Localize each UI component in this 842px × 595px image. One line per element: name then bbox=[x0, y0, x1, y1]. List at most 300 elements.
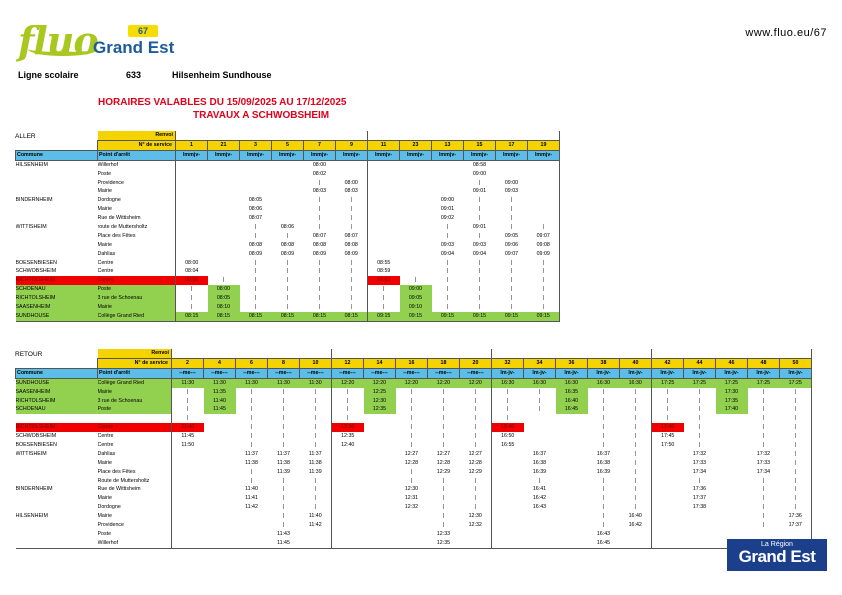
stop-row bbox=[16, 441, 812, 450]
renvoi-row bbox=[16, 131, 560, 140]
time-cell: 11:39 bbox=[308, 468, 322, 475]
time-cell: | bbox=[698, 442, 701, 448]
time-cell bbox=[176, 160, 208, 169]
service-number: 32 bbox=[492, 358, 524, 368]
time-cell: 17:36 bbox=[780, 512, 812, 521]
renvoi-cell bbox=[208, 131, 240, 140]
time-cell: 08:07 bbox=[312, 232, 327, 239]
time-cell: | bbox=[634, 459, 636, 466]
time-cell: | bbox=[478, 259, 481, 266]
time-cell: | bbox=[780, 485, 812, 494]
time-cell bbox=[208, 196, 240, 205]
time-cell: 12:20 bbox=[364, 378, 396, 387]
service-number: 4 bbox=[204, 358, 236, 368]
stop-cell: Poste bbox=[98, 285, 176, 294]
commune-cell: SCHOENAU bbox=[16, 405, 98, 414]
time-cell: | bbox=[474, 397, 476, 404]
time-cell: 16:39 bbox=[532, 468, 547, 475]
time-cell bbox=[172, 476, 204, 485]
time-cell: 16:40 bbox=[628, 513, 642, 520]
time-cell bbox=[172, 459, 204, 468]
time-cell bbox=[300, 539, 332, 548]
time-cell: 09:05 bbox=[400, 294, 432, 303]
service-number: 46 bbox=[716, 358, 748, 368]
time-cell: 17:33 bbox=[692, 459, 707, 466]
time-cell: 09:00 bbox=[472, 170, 487, 177]
time-cell bbox=[208, 223, 240, 232]
renvoi-cell bbox=[368, 131, 400, 140]
time-cell: | bbox=[410, 397, 413, 404]
stop-cell: Centre bbox=[97, 433, 114, 440]
time-cell: | bbox=[762, 397, 765, 404]
time-cell: | bbox=[314, 477, 316, 484]
time-cell: | bbox=[286, 295, 289, 302]
time-cell: 08:55 bbox=[368, 258, 400, 267]
time-cell: | bbox=[282, 442, 285, 448]
time-cell bbox=[684, 530, 716, 539]
time-cell bbox=[432, 160, 464, 169]
days-header: lm-jv- bbox=[684, 368, 716, 378]
service-number: 48 bbox=[748, 358, 780, 368]
time-cell: 12:30 bbox=[404, 486, 419, 493]
stop-cell: Dahlias bbox=[97, 450, 116, 457]
commune-header: Commune bbox=[16, 368, 98, 378]
time-cell: | bbox=[698, 424, 701, 431]
time-cell bbox=[716, 503, 748, 512]
time-cell bbox=[364, 530, 396, 539]
time-cell: 09:04 bbox=[440, 250, 455, 257]
time-cell: 08:15 bbox=[240, 312, 272, 321]
time-cell: | bbox=[250, 415, 253, 422]
time-cell: 16:43 bbox=[532, 504, 547, 511]
time-cell: | bbox=[350, 206, 352, 213]
stop-cell: Mairie bbox=[97, 188, 112, 195]
stop-cell: 3 rue de Schoenau bbox=[98, 396, 172, 405]
time-cell bbox=[716, 494, 748, 503]
stop-row bbox=[16, 303, 560, 312]
time-cell: | bbox=[528, 223, 560, 232]
commune-cell: HILSENHEIM bbox=[15, 161, 48, 168]
stop-row bbox=[16, 378, 812, 387]
time-cell: | bbox=[634, 486, 636, 493]
time-cell: 09:15 bbox=[432, 312, 464, 321]
days-header: lmmjv- bbox=[464, 150, 496, 160]
time-cell bbox=[652, 476, 684, 485]
commune-cell bbox=[16, 521, 98, 530]
time-cell bbox=[460, 539, 492, 548]
time-cell: | bbox=[474, 424, 476, 431]
time-cell: 12:30 bbox=[332, 423, 364, 432]
time-cell: | bbox=[332, 405, 364, 414]
time-cell bbox=[208, 258, 240, 267]
days-header: --me--- bbox=[364, 368, 396, 378]
time-cell: 11:35 bbox=[204, 388, 236, 397]
service-number: 44 bbox=[684, 358, 716, 368]
time-cell: | bbox=[350, 224, 352, 230]
days-header: --me--- bbox=[332, 368, 364, 378]
time-cell: | bbox=[442, 486, 445, 493]
time-cell bbox=[524, 441, 556, 450]
time-cell: | bbox=[446, 259, 449, 266]
time-cell: | bbox=[286, 268, 289, 275]
time-cell: | bbox=[474, 504, 476, 511]
time-cell: | bbox=[172, 414, 204, 423]
service-number: 2 bbox=[172, 358, 204, 368]
service-number: 20 bbox=[460, 358, 492, 368]
time-cell bbox=[368, 232, 400, 241]
time-cell: 08:08 bbox=[344, 241, 358, 248]
commune-cell bbox=[16, 503, 98, 512]
renvoi-cell bbox=[400, 131, 432, 140]
time-cell bbox=[652, 521, 684, 530]
time-cell bbox=[332, 494, 364, 503]
time-cell bbox=[524, 530, 556, 539]
time-cell bbox=[364, 539, 396, 548]
time-cell bbox=[432, 170, 464, 179]
time-cell bbox=[652, 468, 684, 477]
stop-cell: Mairie bbox=[97, 206, 112, 213]
time-cell: | bbox=[350, 304, 352, 311]
time-cell: 09:02 bbox=[440, 215, 455, 222]
time-cell bbox=[400, 187, 432, 196]
time-cell bbox=[172, 450, 204, 459]
stop-cell: Poste bbox=[97, 170, 112, 177]
time-cell: | bbox=[478, 268, 481, 275]
time-cell: 09:15 bbox=[464, 312, 496, 321]
time-cell: | bbox=[282, 522, 285, 529]
time-cell: | bbox=[446, 286, 449, 293]
service-number: 6 bbox=[236, 358, 268, 368]
time-cell: | bbox=[528, 303, 560, 312]
time-cell: | bbox=[510, 206, 513, 213]
time-cell: 08:00 bbox=[176, 258, 208, 267]
time-cell: | bbox=[350, 268, 352, 275]
stop-row bbox=[16, 160, 560, 169]
time-cell bbox=[748, 530, 780, 539]
time-cell: 09:15 bbox=[496, 312, 528, 321]
time-cell bbox=[716, 414, 748, 423]
time-cell bbox=[556, 450, 588, 459]
time-cell bbox=[400, 223, 432, 232]
time-cell bbox=[176, 170, 208, 179]
time-cell: 17:25 bbox=[748, 378, 780, 387]
time-cell: 12:27 bbox=[404, 450, 419, 457]
time-cell: | bbox=[250, 442, 253, 448]
commune-cell: RICHTOLSHEIM bbox=[16, 294, 98, 303]
renvoi-cell bbox=[780, 349, 812, 358]
time-cell: 12:28 bbox=[404, 459, 419, 466]
service-number: 12 bbox=[332, 358, 364, 368]
time-cell: 11:42 bbox=[245, 504, 258, 511]
time-cell: | bbox=[314, 397, 316, 404]
time-cell: 16:38 bbox=[596, 459, 611, 466]
days-header: lmmjv- bbox=[272, 150, 304, 160]
time-cell bbox=[400, 196, 432, 205]
time-cell: | bbox=[350, 295, 352, 302]
time-cell: | bbox=[250, 397, 253, 404]
renvoi-cell bbox=[176, 131, 208, 140]
time-cell bbox=[208, 232, 240, 241]
time-cell bbox=[204, 414, 236, 423]
time-cell bbox=[492, 468, 524, 477]
time-cell: 16:55 bbox=[492, 441, 524, 450]
time-cell: | bbox=[172, 396, 204, 405]
time-cell bbox=[492, 503, 524, 512]
time-cell bbox=[652, 485, 684, 494]
days-header: lmmjv- bbox=[240, 150, 272, 160]
stop-cell: Collège Grand Ried bbox=[98, 378, 172, 387]
time-cell bbox=[716, 512, 748, 521]
stop-row bbox=[16, 432, 812, 441]
time-cell: 09:15 bbox=[528, 312, 560, 321]
time-cell: | bbox=[634, 388, 636, 395]
time-cell: 09:03 bbox=[504, 188, 519, 195]
renvoi-cell bbox=[748, 349, 780, 358]
time-cell: | bbox=[176, 303, 208, 312]
time-cell: | bbox=[698, 433, 701, 440]
time-cell bbox=[332, 485, 364, 494]
time-cell bbox=[240, 170, 272, 179]
commune-cell: WITTISHEIM bbox=[15, 224, 47, 230]
stop-row bbox=[16, 170, 560, 179]
time-cell bbox=[204, 423, 236, 432]
retour-label: RETOUR bbox=[15, 351, 43, 358]
time-cell: | bbox=[254, 304, 257, 311]
time-cell bbox=[204, 485, 236, 494]
time-cell: 11:38 bbox=[245, 459, 258, 466]
time-cell: | bbox=[282, 433, 285, 440]
time-cell: 08:09 bbox=[312, 250, 327, 257]
time-cell bbox=[716, 485, 748, 494]
time-cell: | bbox=[528, 267, 560, 276]
time-cell bbox=[492, 521, 524, 530]
time-cell: | bbox=[762, 415, 765, 422]
time-cell bbox=[528, 205, 560, 214]
time-cell: | bbox=[698, 477, 701, 484]
time-cell: 08:00 bbox=[312, 161, 327, 168]
renvoi-cell bbox=[204, 349, 236, 358]
time-cell: | bbox=[634, 495, 636, 502]
commune-cell: SUNDHOUSE bbox=[16, 312, 98, 321]
time-cell bbox=[528, 187, 560, 196]
time-cell bbox=[208, 205, 240, 214]
time-cell bbox=[364, 485, 396, 494]
time-cell bbox=[272, 196, 304, 205]
time-cell: 09:01 bbox=[440, 206, 455, 213]
time-cell: 12:20 bbox=[332, 378, 364, 387]
line-type: Ligne scolaire bbox=[18, 70, 79, 80]
time-cell bbox=[240, 160, 272, 169]
time-cell bbox=[556, 530, 588, 539]
renvoi-cell bbox=[272, 131, 304, 140]
stop-row bbox=[16, 450, 812, 459]
time-cell: 16:35 bbox=[556, 388, 588, 397]
time-cell bbox=[716, 476, 748, 485]
time-cell bbox=[400, 160, 432, 169]
time-cell bbox=[208, 214, 240, 223]
stop-cell: 3 rue de Schoenau bbox=[98, 294, 176, 303]
renvoi-cell bbox=[428, 349, 460, 358]
time-cell: 11:30 bbox=[268, 378, 300, 387]
region-logo-big: Grand Est bbox=[738, 547, 816, 566]
commune-cell: SCHWOBSHEIM bbox=[15, 268, 57, 275]
stop-cell: Mairie bbox=[97, 495, 112, 502]
time-cell bbox=[556, 432, 588, 441]
time-cell: | bbox=[478, 179, 481, 186]
time-cell bbox=[556, 521, 588, 530]
time-cell: | bbox=[602, 424, 605, 431]
time-cell: | bbox=[474, 442, 476, 448]
time-cell: | bbox=[602, 442, 605, 448]
time-cell: | bbox=[254, 232, 257, 239]
time-cell: | bbox=[478, 277, 481, 284]
time-cell: | bbox=[538, 477, 541, 484]
time-cell: | bbox=[250, 477, 253, 484]
time-cell: 11:40 bbox=[204, 396, 236, 405]
time-cell bbox=[492, 539, 524, 548]
time-cell bbox=[172, 494, 204, 503]
time-cell: 09:00 bbox=[440, 197, 455, 204]
time-cell: | bbox=[286, 259, 289, 266]
renvoi-cell bbox=[432, 131, 464, 140]
stop-cell: Centre bbox=[97, 268, 114, 275]
time-cell: 11:45 bbox=[268, 539, 300, 548]
service-number: 8 bbox=[268, 358, 300, 368]
time-cell: 12:29 bbox=[436, 468, 451, 475]
stop-cell: Collège Grand Ried bbox=[98, 312, 176, 321]
stop-row bbox=[16, 414, 812, 423]
time-cell: | bbox=[762, 522, 765, 529]
time-cell bbox=[204, 441, 236, 450]
time-cell bbox=[620, 530, 652, 539]
time-cell: 17:34 bbox=[756, 468, 771, 475]
time-cell bbox=[432, 187, 464, 196]
department-badge: 67 bbox=[128, 25, 158, 37]
time-cell: | bbox=[538, 388, 541, 395]
time-cell: 09:10 bbox=[400, 303, 432, 312]
commune-cell: RICHTOLSHEIM bbox=[16, 423, 98, 432]
time-cell: 08:15 bbox=[176, 312, 208, 321]
time-cell: 17:35 bbox=[716, 396, 748, 405]
time-cell bbox=[556, 512, 588, 521]
time-cell: 08:08 bbox=[280, 241, 295, 248]
time-cell: | bbox=[528, 294, 560, 303]
days-header: lm-jv- bbox=[748, 368, 780, 378]
time-cell: 08:03 bbox=[344, 188, 358, 195]
time-cell: | bbox=[254, 268, 257, 275]
time-cell bbox=[396, 521, 428, 530]
time-cell bbox=[652, 459, 684, 468]
time-cell: | bbox=[318, 295, 321, 302]
stop-row bbox=[16, 423, 812, 432]
time-cell bbox=[172, 468, 204, 477]
stop-row bbox=[16, 468, 812, 477]
time-cell bbox=[528, 214, 560, 223]
time-cell: | bbox=[318, 277, 321, 284]
time-cell bbox=[716, 459, 748, 468]
time-cell: | bbox=[780, 432, 812, 441]
time-cell: | bbox=[698, 415, 701, 422]
time-cell: 16:42 bbox=[532, 495, 547, 502]
commune-cell: RICHTOLSHEIM bbox=[16, 396, 98, 405]
website-url[interactable]: www.fluo.eu/67 bbox=[745, 27, 827, 39]
commune-cell: BOESENBIESEN bbox=[15, 259, 58, 266]
time-cell: 09:01 bbox=[472, 188, 487, 195]
days-header: lm-jv- bbox=[524, 368, 556, 378]
service-row bbox=[16, 358, 812, 368]
days-header: --me--- bbox=[300, 368, 332, 378]
stop-row bbox=[16, 521, 812, 530]
time-cell: | bbox=[492, 405, 524, 414]
time-cell bbox=[400, 170, 432, 179]
column-header-row bbox=[16, 150, 560, 160]
time-cell: | bbox=[286, 277, 289, 284]
service-number: 18 bbox=[428, 358, 460, 368]
time-cell: | bbox=[414, 277, 417, 284]
stop-row bbox=[16, 530, 812, 539]
time-cell: | bbox=[172, 388, 204, 397]
time-cell bbox=[400, 267, 432, 276]
renvoi-cell bbox=[336, 131, 368, 140]
service-number: 14 bbox=[364, 358, 396, 368]
renvoi-cell bbox=[332, 349, 364, 358]
stop-cell: Providence bbox=[97, 179, 124, 186]
time-cell: 17:40 bbox=[652, 423, 684, 432]
time-cell: 17:36 bbox=[692, 486, 707, 493]
time-cell: | bbox=[474, 486, 476, 493]
time-cell: 08:06 bbox=[248, 206, 263, 213]
time-cell: 16:39 bbox=[596, 468, 611, 475]
days-header: lmmjv- bbox=[432, 150, 464, 160]
stop-cell: Dordogne bbox=[97, 197, 121, 204]
time-cell: 08:02 bbox=[312, 170, 327, 177]
stop-row bbox=[16, 294, 560, 303]
time-cell: | bbox=[652, 414, 684, 423]
time-cell bbox=[240, 187, 272, 196]
commune-cell bbox=[16, 178, 98, 187]
time-cell bbox=[396, 539, 428, 548]
time-cell bbox=[208, 187, 240, 196]
service-number: 7 bbox=[304, 140, 336, 150]
time-cell bbox=[556, 423, 588, 432]
stop-cell: Poste bbox=[97, 530, 112, 537]
time-cell: 12:31 bbox=[404, 495, 419, 502]
time-cell bbox=[556, 414, 588, 423]
time-cell: 17:25 bbox=[652, 378, 684, 387]
stop-row bbox=[16, 485, 812, 494]
days-header: lmmjv- bbox=[496, 150, 528, 160]
time-cell: | bbox=[442, 477, 445, 484]
time-cell bbox=[236, 521, 268, 530]
time-cell: | bbox=[410, 477, 413, 484]
renvoi-cell bbox=[684, 349, 716, 358]
service-label: N° de service bbox=[98, 358, 172, 368]
time-cell: 17:32 bbox=[692, 450, 707, 457]
time-cell: | bbox=[250, 406, 253, 413]
time-cell: | bbox=[510, 197, 513, 204]
time-cell: 16:30 bbox=[524, 378, 556, 387]
stop-cell: Rue de Wittisheim bbox=[97, 215, 141, 222]
time-cell: 16:45 bbox=[588, 539, 620, 548]
time-cell bbox=[492, 512, 524, 521]
time-cell: | bbox=[762, 442, 765, 448]
time-cell bbox=[208, 178, 240, 187]
time-cell bbox=[240, 178, 272, 187]
service-number: 40 bbox=[620, 358, 652, 368]
time-cell: | bbox=[410, 442, 413, 448]
time-cell: 16:30 bbox=[556, 378, 588, 387]
time-cell bbox=[492, 485, 524, 494]
